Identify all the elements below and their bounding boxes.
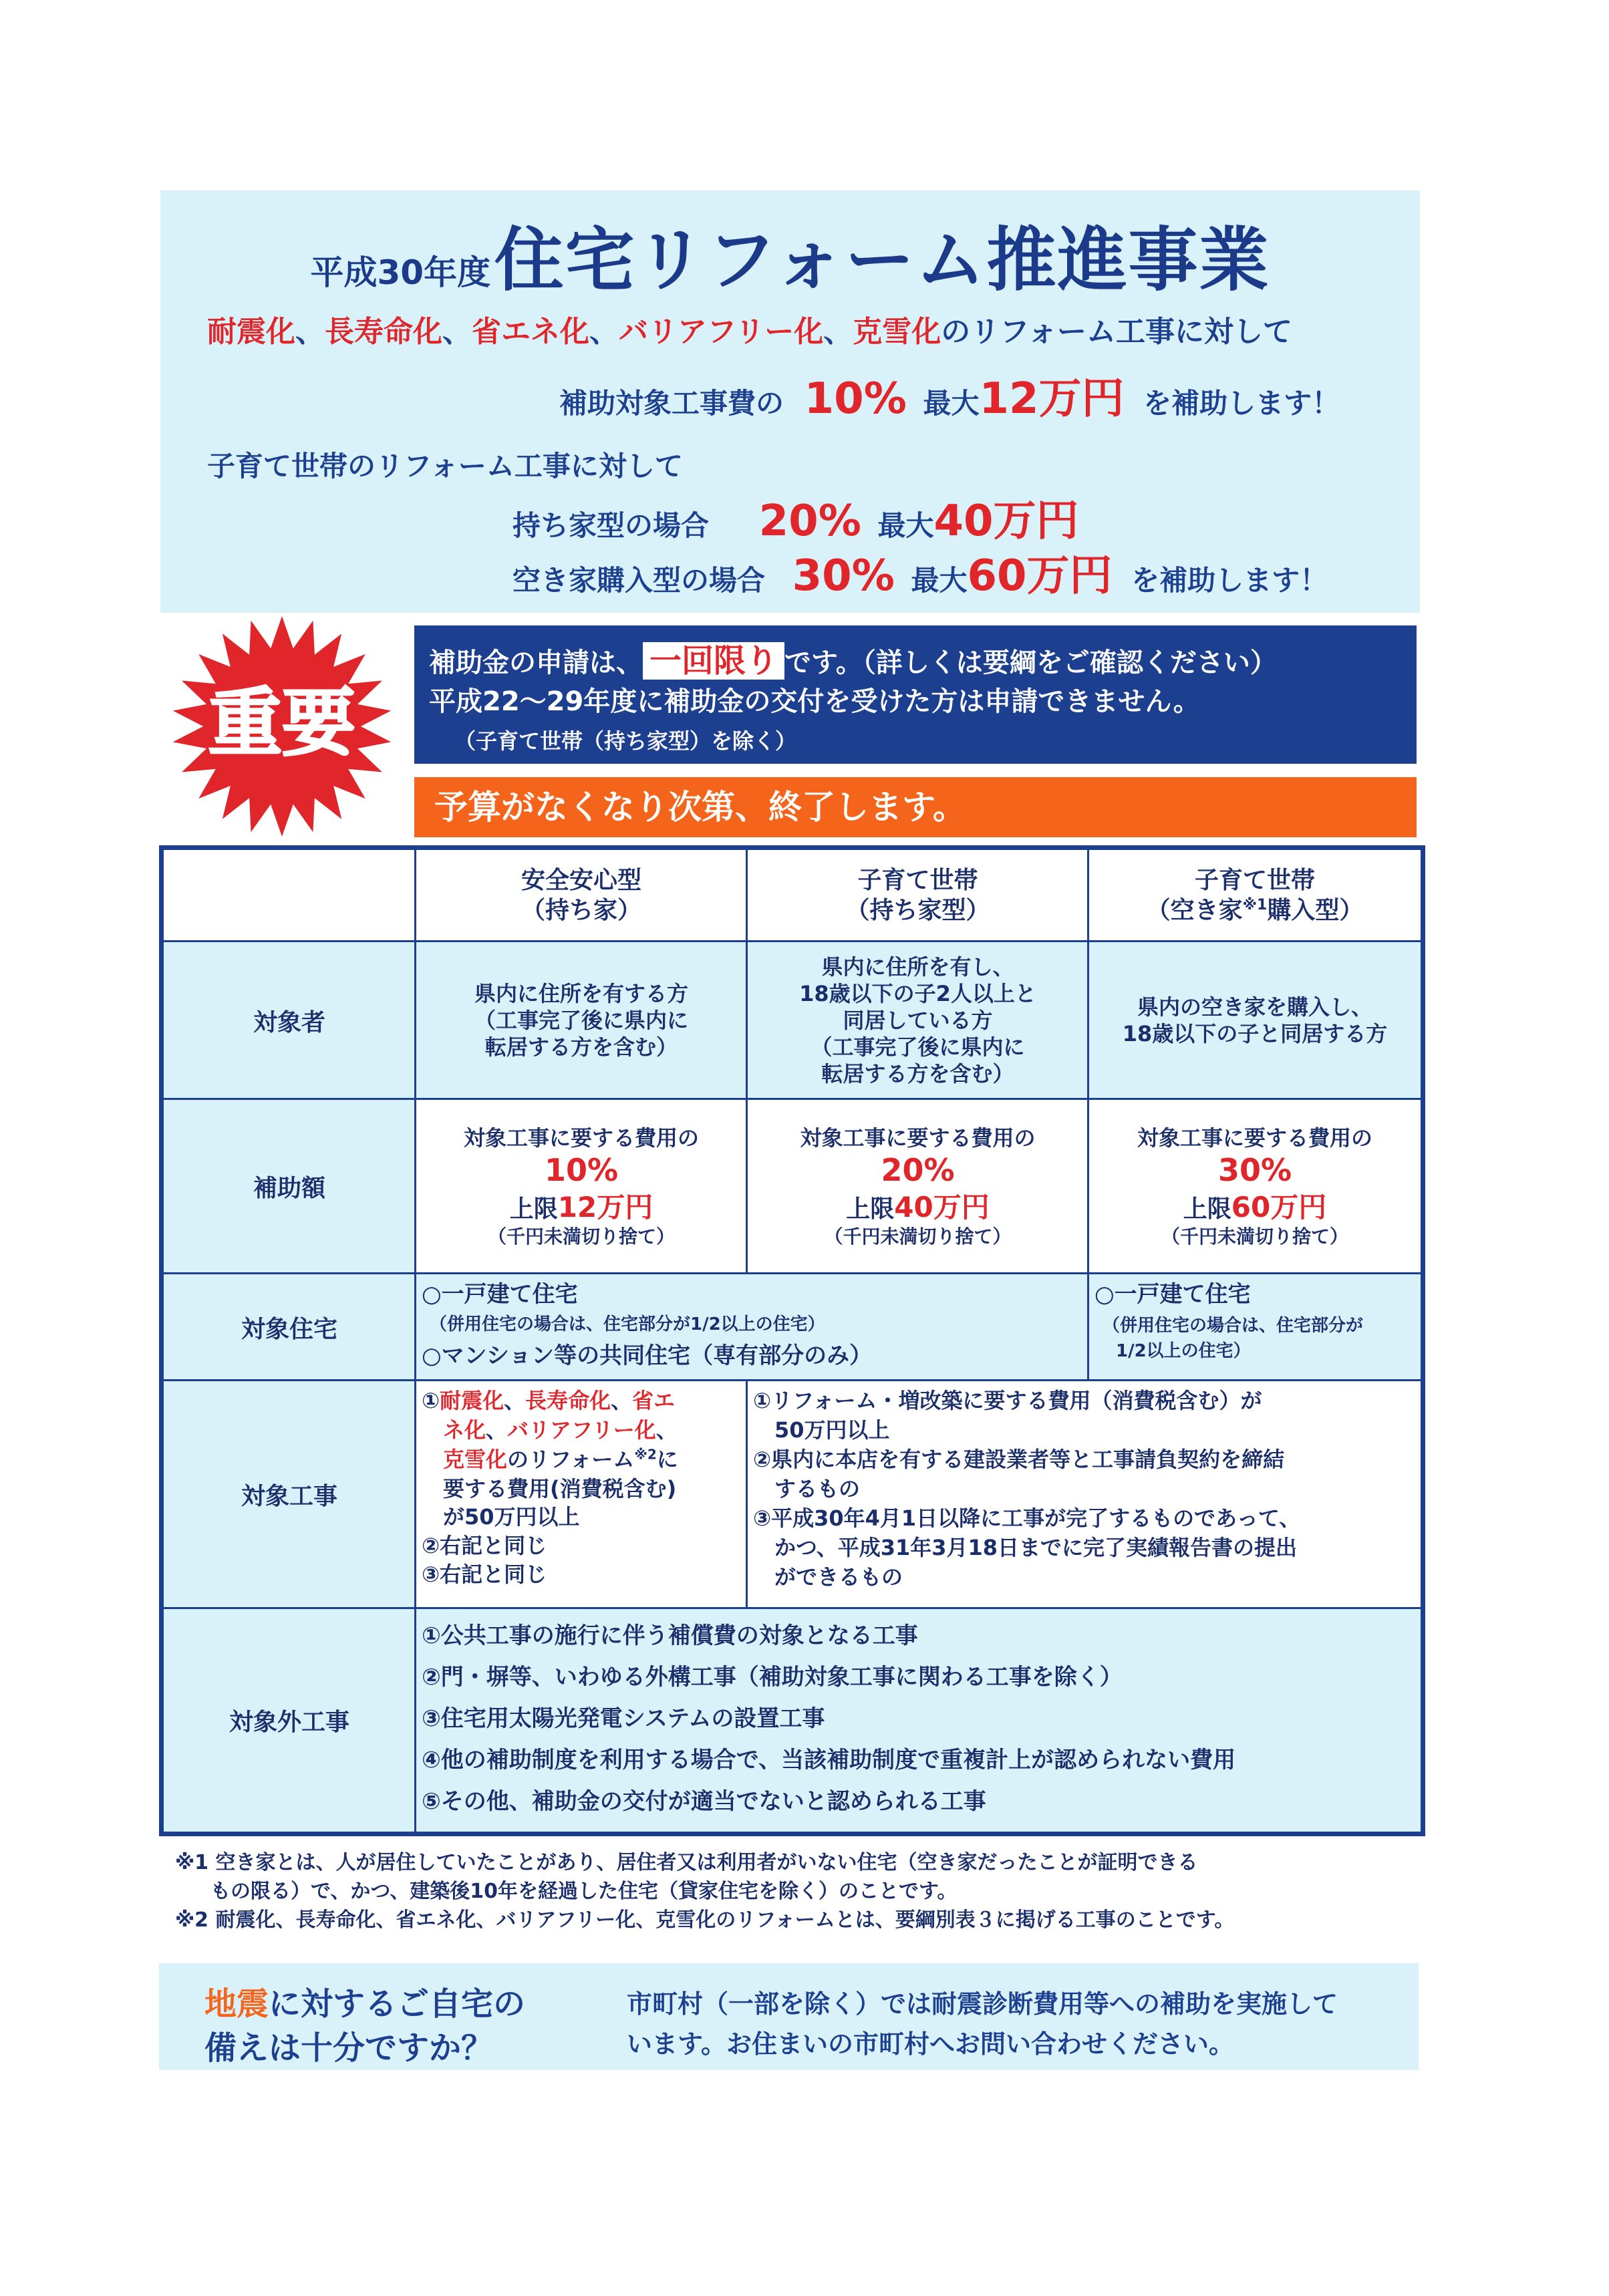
- cap-label: 上限: [509, 1195, 558, 1223]
- work-type: 省エネ化: [472, 315, 589, 349]
- page-title: [160, 204, 1420, 304]
- footnote-1-cont: もの限る）で、かつ、建築後10年を経過した住宅（貸家住宅を除く）のことです。: [210, 1880, 958, 1903]
- col-header-line: 子育て世帯: [857, 867, 978, 894]
- work-line: ①リフォーム・増改築に要する費用（消費税含む）が: [753, 1388, 1262, 1413]
- subsidy-childcare-owned: [746, 1098, 1090, 1275]
- cap-label: 上限: [846, 1195, 895, 1223]
- separator: 、: [823, 315, 853, 349]
- subsidy-note: （千円未満切り捨て）: [487, 1226, 675, 1248]
- rate-tail: を補助します！: [1143, 387, 1340, 420]
- important-burst-icon: [167, 611, 398, 842]
- col-header-part: 購入型）: [1267, 897, 1364, 924]
- subsidy-lead: 対象工事に要する費用の: [1137, 1125, 1372, 1151]
- separator: 、: [611, 1388, 633, 1413]
- footnote-2: ※2 耐震化、長寿命化、省エネ化、バリアフリー化、克雪化のリフォームとは、要綱別表３に掲げる工事のことです。: [175, 1908, 1235, 1932]
- col-header-line: （持ち家）: [521, 897, 641, 924]
- row-header-excluded-work: 対象外工事: [162, 1607, 417, 1834]
- work-line: が50万円以上: [443, 1504, 580, 1530]
- excluded-item: ④他の補助制度を利用する場合で、当該補助制度で重複計上が認められない費用: [422, 1747, 1236, 1773]
- fiscal-year: 平成30年度: [310, 253, 491, 292]
- subsidy-note: （千円未満切り捨て）: [824, 1226, 1012, 1248]
- cell-line: （工事完了後に県内に: [811, 1034, 1025, 1060]
- house-condition: 1/2以上の住宅）: [1116, 1341, 1251, 1361]
- separator: 、: [655, 1417, 678, 1443]
- cell-line: 転居する方を含む）: [484, 1034, 678, 1060]
- subsidy-table: [159, 845, 1425, 1836]
- hero-general-rate: [559, 364, 1340, 426]
- work-type: ネ化: [443, 1417, 486, 1443]
- target-house-owned: [414, 1272, 1090, 1382]
- row-header-target-person: 対象者: [162, 940, 417, 1101]
- work-type: バリアフリー化: [619, 315, 824, 349]
- max-amount: 40万円: [933, 496, 1079, 546]
- work-line: するもの: [774, 1476, 861, 1501]
- row-header-target-work: 対象工事: [162, 1379, 417, 1610]
- subsidy-percent: 20%: [881, 1152, 955, 1188]
- cell-line: 18歳以下の子と同居する方: [1122, 1021, 1388, 1046]
- work-text: のリフォーム: [507, 1447, 635, 1472]
- house-condition: （併用住宅の場合は、住宅部分が: [1103, 1316, 1364, 1336]
- rate-label: 空き家購入型の場合: [513, 564, 766, 597]
- subsidy-percent: 30%: [1217, 1152, 1292, 1188]
- separator: 、: [442, 315, 472, 349]
- list-marker: ①: [422, 1388, 440, 1413]
- cell-line: 県内に住所を有し、: [821, 954, 1014, 980]
- footnote-ref: ※2: [634, 1446, 657, 1463]
- col-header-childcare-owned: [746, 848, 1090, 943]
- footnote-ref: ※1: [1242, 897, 1268, 913]
- col-header-childcare-vacant: [1087, 848, 1423, 943]
- rate-percent: 10%: [804, 374, 907, 424]
- excluded-item: ①公共工事の施行に伴う補償費の対象となる工事: [422, 1622, 918, 1649]
- notice-text: です。（詳しくは要綱をご確認ください）: [784, 648, 1277, 678]
- notice-line-3: （子育て世帯（持ち家型）を除く）: [454, 728, 797, 754]
- work-line: かつ、平成31年3月18日までに完了実績報告書の提出: [774, 1535, 1298, 1560]
- rate-percent: 20%: [758, 496, 861, 546]
- budget-banner: [414, 777, 1417, 837]
- notice-line-1: [429, 635, 1277, 681]
- work-type: 耐震化: [207, 315, 295, 349]
- subsidy-percent: 10%: [544, 1152, 619, 1188]
- cell-line: 18歳以下の子2人以上と: [799, 981, 1036, 1006]
- max-label: 最大: [911, 564, 968, 597]
- subsidy-lead: 対象工事に要する費用の: [800, 1125, 1036, 1151]
- hero-work-types: [207, 307, 1292, 350]
- col-header-line: [1147, 895, 1364, 925]
- subsidy-cap: [1183, 1190, 1326, 1226]
- cap-amount: 60万円: [1231, 1190, 1327, 1224]
- max-label: 最大: [923, 387, 980, 420]
- work-type: 克雪化: [443, 1447, 508, 1472]
- work-line: ②県内に本店を有する建設業者等と工事請負契約を締結: [753, 1447, 1285, 1472]
- cell-line: （工事完了後に県内に: [474, 1008, 688, 1033]
- rate-tail: を補助します！: [1131, 564, 1328, 597]
- cell-line: 県内の空き家を購入し、: [1137, 994, 1372, 1020]
- separator: 、: [295, 315, 325, 349]
- work-line: ③右記と同じ: [422, 1562, 547, 1587]
- work-line: ③平成30年4月1日以降に工事が完了するものであって、: [753, 1505, 1301, 1531]
- max-amount: 12万円: [979, 374, 1125, 424]
- row-header-subsidy: 補助額: [162, 1098, 417, 1275]
- earthquake-question-2: 備えは十分ですか？: [204, 2029, 494, 2067]
- cap-label: 上限: [1183, 1195, 1231, 1223]
- target-work-common: [746, 1379, 1423, 1610]
- cell-line: 転居する方を含む）: [821, 1061, 1014, 1087]
- col-header-part: （空き家: [1146, 897, 1243, 924]
- subsidy-cap: [510, 1190, 653, 1226]
- col-header-line: （持ち家型）: [845, 897, 990, 924]
- work-type: 長寿命化: [325, 315, 442, 349]
- table-corner: [162, 848, 417, 943]
- hero-owned-rate: [513, 486, 1079, 548]
- separator: 、: [486, 1417, 508, 1443]
- work-type: 長寿命化: [525, 1388, 611, 1413]
- once-only-highlight: 一回限り: [643, 642, 784, 680]
- subsidy-lead: 対象工事に要する費用の: [463, 1125, 699, 1151]
- work-line: 50万円以上: [774, 1417, 890, 1443]
- excluded-item: ⑤その他、補助金の交付が適当でないと認められる工事: [422, 1788, 986, 1815]
- subsidy-childcare-vacant: [1087, 1098, 1423, 1275]
- earthquake-question-1: [204, 1978, 525, 2024]
- work-line: [443, 1416, 678, 1445]
- house-type: ○マンション等の共同住宅（専有部分のみ）: [422, 1342, 873, 1369]
- question-text: に対するご自宅の: [269, 1985, 526, 2023]
- work-line: [422, 1387, 675, 1415]
- excluded-item: ③住宅用太陽光発電システムの設置工事: [422, 1705, 825, 1732]
- rate-label: 持ち家型の場合: [513, 509, 710, 542]
- row-header-target-house: 対象住宅: [162, 1272, 417, 1382]
- work-types-tail: のリフォーム工事に対して: [941, 315, 1293, 349]
- cap-amount: 12万円: [557, 1190, 653, 1224]
- subsidy-note: （千円未満切り捨て）: [1161, 1226, 1348, 1248]
- hero-childcare-intro: 子育て世帯のリフォーム工事に対して: [207, 450, 683, 482]
- work-type: 耐震化: [440, 1388, 504, 1413]
- work-type: 克雪化: [853, 315, 941, 349]
- separator: 、: [504, 1388, 526, 1413]
- work-type: 省エ: [632, 1388, 676, 1413]
- col-header-safety: [414, 848, 748, 943]
- program-title: 住宅リフォーム推進事業: [494, 219, 1270, 301]
- target-person-childcare-owned: [746, 940, 1090, 1101]
- work-line: [443, 1445, 678, 1474]
- rate-label: 補助対象工事費の: [559, 387, 784, 420]
- important-notice: [414, 625, 1417, 764]
- notice-text: 補助金の申請は、: [429, 648, 643, 678]
- earthquake-panel: [159, 1963, 1419, 2070]
- earthquake-info-1: 市町村（一部を除く）では耐震診断費用等への補助を実施して: [627, 1989, 1338, 2019]
- hero-panel: [160, 190, 1420, 613]
- target-work-safety: [414, 1379, 748, 1610]
- cell-line: 同居している方: [843, 1008, 993, 1033]
- house-type: ○一戸建て住宅: [1094, 1281, 1251, 1308]
- max-label: 最大: [877, 509, 934, 542]
- separator: 、: [589, 315, 619, 349]
- cap-amount: 40万円: [894, 1190, 990, 1224]
- work-line: ができるもの: [774, 1564, 903, 1590]
- budget-text: 予算がなくなり次第、終了します。: [434, 788, 966, 827]
- work-type: バリアフリー化: [507, 1417, 656, 1443]
- rate-percent: 30%: [792, 551, 895, 601]
- house-type: ○一戸建て住宅: [422, 1281, 578, 1308]
- house-condition: （併用住宅の場合は、住宅部分が1/2以上の住宅）: [430, 1314, 825, 1334]
- important-badge-text: 重要: [208, 680, 355, 766]
- col-header-line: 子育て世帯: [1194, 867, 1315, 894]
- work-text: に: [656, 1447, 678, 1472]
- col-header-line: 安全安心型: [521, 867, 641, 894]
- work-line: ②右記と同じ: [422, 1533, 547, 1558]
- work-line: 要する費用(消費税含む): [443, 1476, 677, 1501]
- target-house-vacant: [1087, 1272, 1423, 1382]
- target-person-childcare-vacant: [1087, 940, 1423, 1101]
- notice-line-2: 平成22～29年度に補助金の交付を受けた方は申請できません。: [429, 686, 1200, 717]
- excluded-item: ②門・塀等、いわゆる外構工事（補助対象工事に関わる工事を除く）: [422, 1664, 1123, 1691]
- footnote-1: ※1 空き家とは、人が居住していたことがあり、居住者又は利用者がいない住宅（空き家だったことが証明できる: [175, 1851, 1198, 1874]
- earthquake-info-2: います。お住まいの市町村へお問い合わせください。: [627, 2029, 1234, 2059]
- hero-vacant-rate: [513, 541, 1328, 603]
- target-person-safety: [414, 940, 748, 1101]
- max-amount: 60万円: [967, 551, 1113, 601]
- excluded-work-list: [414, 1607, 1423, 1834]
- cell-line: 県内に住所を有する方: [474, 981, 688, 1006]
- earthquake-word: 地震: [204, 1985, 269, 2023]
- subsidy-safety: [414, 1098, 748, 1275]
- subsidy-cap: [846, 1190, 989, 1226]
